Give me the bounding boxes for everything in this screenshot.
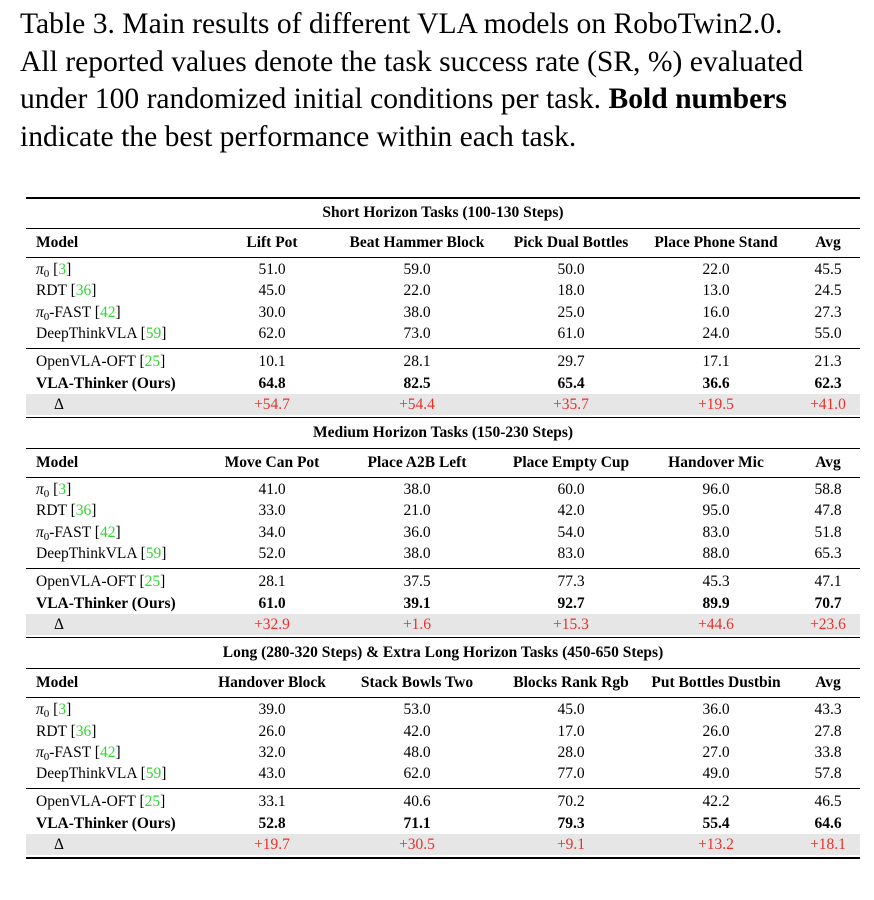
value-cell: 26.0 [258, 722, 286, 740]
delta-row [26, 614, 860, 635]
citation-ref: 3 [58, 261, 67, 278]
value-cell: Place Empty Cup [512, 453, 630, 471]
citation-ref: 3 [58, 481, 67, 499]
pi-subscript: 0 [43, 488, 50, 501]
value-cell: 96.0 [702, 481, 730, 499]
value-cell: 89.9 [702, 594, 730, 612]
table-row [26, 259, 860, 280]
model-name [36, 593, 176, 614]
value-cell: 33.0 [258, 502, 286, 520]
model-label: OpenVLA-OFT [36, 353, 136, 371]
model-name: π0-FAST [42] [36, 303, 121, 323]
citation-ref: 3 [58, 701, 67, 719]
table-row [26, 543, 860, 564]
value-cell: +54.7 [254, 395, 290, 413]
model-name: DeepThinkVLA [59] [36, 765, 167, 783]
value-cell: 22.0 [702, 261, 730, 278]
value-cell: 64.6 [814, 814, 842, 832]
model-label: DeepThinkVLA [36, 324, 137, 342]
value-cell: 33.8 [814, 743, 842, 761]
value-cell: 28.1 [258, 573, 286, 591]
value-cell: Beat Hammer Block [349, 233, 485, 251]
table-row [26, 571, 860, 592]
value-cell: +18.1 [810, 836, 846, 853]
value-cell: Place Phone Stand [654, 233, 778, 251]
value-cell: Stack Bowls Two [360, 673, 474, 691]
citation-ref: 42 [99, 523, 116, 541]
caption-line-3 [20, 81, 870, 119]
value-cell: 73.0 [403, 324, 431, 342]
value-cell: 45.0 [258, 282, 286, 300]
value-cell: Handover Mic [668, 453, 764, 471]
section-title: Short Horizon Tasks (100-130 Steps) [322, 204, 564, 221]
value-cell: 32.0 [258, 743, 286, 761]
citation-ref: 25 [144, 573, 161, 591]
model-label: VLA-Thinker (Ours) [36, 374, 176, 392]
citation-ref: 59 [145, 324, 162, 342]
model-name: DeepThinkVLA [59] [36, 324, 167, 342]
value-cell: Blocks Rank Rgb [513, 673, 629, 691]
model-name [36, 813, 176, 834]
citation-ref: 42 [99, 743, 116, 761]
value-cell: 38.0 [403, 545, 431, 562]
citation-ref: 25 [144, 353, 161, 371]
table-rule [26, 197, 860, 199]
value-cell: 37.5 [403, 573, 431, 591]
value-cell: Handover Block [218, 673, 326, 691]
table-rule [26, 568, 860, 569]
model-suffix: -FAST [49, 523, 91, 541]
model-label: OpenVLA-OFT [36, 573, 136, 591]
model-label: RDT [36, 282, 67, 300]
table-row [26, 721, 860, 742]
value-cell: +19.5 [698, 395, 734, 413]
value-cell: 53.0 [403, 701, 431, 719]
value-cell: +23.6 [810, 615, 846, 633]
value-cell: 59.0 [403, 261, 431, 278]
pi-symbol: π [36, 303, 44, 321]
value-cell: 92.7 [557, 594, 585, 612]
value-cell: 51.0 [258, 261, 286, 278]
value-cell: 71.1 [403, 814, 431, 832]
model-name: OpenVLA-OFT [25] [36, 793, 166, 811]
value-cell: 41.0 [258, 481, 286, 499]
value-cell: 26.0 [702, 722, 730, 740]
value-cell: 43.3 [814, 701, 842, 719]
value-cell: 45.5 [814, 261, 842, 278]
model-label: DeepThinkVLA [36, 545, 137, 562]
model-name: π0-FAST [42] [36, 523, 121, 543]
citation-ref: 59 [145, 765, 162, 783]
value-cell: 39.1 [403, 594, 431, 612]
value-cell: Avg [815, 453, 841, 471]
value-cell: +35.7 [553, 395, 589, 413]
value-cell: 88.0 [702, 545, 730, 562]
table-row [26, 479, 860, 500]
value-cell: 25.0 [557, 303, 585, 321]
value-cell: 62.3 [814, 374, 842, 392]
table-rule [26, 637, 860, 638]
table-row [26, 791, 860, 812]
value-cell: +1.6 [402, 615, 432, 633]
caption-line-2: All reported values denote the task success rate (SR, %) evaluated [20, 45, 804, 78]
pi-symbol: π [36, 523, 44, 541]
table-row [26, 593, 860, 614]
value-cell: 58.8 [814, 481, 842, 499]
table-rule [26, 857, 860, 859]
model-label: OpenVLA-OFT [36, 793, 136, 811]
value-cell: 46.5 [814, 793, 842, 811]
value-cell: 51.8 [814, 523, 842, 541]
citation-ref: 36 [75, 722, 92, 740]
value-cell: 83.0 [557, 545, 585, 562]
value-cell: 65.3 [814, 545, 842, 562]
model-name: OpenVLA-OFT [25] [36, 353, 166, 371]
value-cell: 52.8 [258, 814, 286, 832]
table-row [26, 742, 860, 763]
value-cell: Pick Dual Bottles [513, 233, 629, 251]
value-cell: 61.0 [557, 324, 585, 342]
section-title: Long (280-320 Steps) & Extra Long Horizon Tasks (450-650 Steps) [222, 644, 664, 662]
value-cell: 60.0 [557, 481, 585, 499]
value-cell: +13.2 [698, 836, 734, 853]
model-name: π0-FAST [42] [36, 743, 121, 763]
pi-symbol: π [36, 743, 44, 761]
value-cell: 38.0 [403, 303, 431, 321]
table-row [26, 302, 860, 323]
value-cell: 47.1 [814, 573, 842, 591]
value-cell: 28.1 [403, 353, 431, 371]
value-cell: Avg [815, 233, 841, 251]
table-rule [26, 348, 860, 349]
value-cell: +41.0 [810, 395, 846, 413]
value-cell: 34.0 [258, 523, 286, 541]
value-cell: 27.0 [702, 743, 730, 761]
value-cell: +54.4 [399, 395, 435, 413]
value-cell: 17.0 [557, 722, 585, 740]
value-cell: 36.6 [702, 374, 730, 392]
table-rule [26, 788, 860, 789]
value-cell: 95.0 [702, 502, 730, 520]
citation-ref: 25 [144, 793, 161, 811]
citation-ref: 42 [99, 303, 116, 321]
value-cell: 16.0 [702, 303, 730, 321]
value-cell: 42.2 [702, 793, 730, 811]
table-row [26, 522, 860, 543]
table-row [26, 763, 860, 784]
value-cell: 24.5 [814, 282, 842, 300]
section-title: Medium Horizon Tasks (150-230 Steps) [312, 424, 574, 442]
citation-ref: 59 [145, 545, 162, 562]
value-cell: 54.0 [557, 523, 585, 541]
model-label: VLA-Thinker (Ours) [36, 814, 176, 832]
value-cell: 45.3 [702, 573, 730, 591]
value-cell: 21.3 [814, 353, 842, 371]
value-cell: +19.7 [254, 836, 290, 853]
table-rule [26, 697, 860, 698]
value-cell: 83.0 [702, 523, 730, 541]
value-cell: +9.1 [556, 836, 586, 853]
value-cell: 22.0 [403, 282, 431, 300]
model-header: Model [36, 453, 79, 471]
value-cell: 55.4 [702, 814, 730, 832]
value-cell: +44.6 [698, 615, 734, 633]
value-cell: 45.0 [557, 701, 585, 719]
model-name: RDT [36] [36, 722, 97, 740]
model-suffix: -FAST [49, 303, 91, 321]
value-cell: 77.0 [557, 765, 585, 783]
value-cell: 17.1 [702, 353, 730, 371]
model-name [36, 373, 176, 394]
model-label: DeepThinkVLA [36, 765, 137, 783]
value-cell: Place A2B Left [367, 453, 467, 471]
table-rule [26, 228, 860, 229]
delta-label: Δ [54, 836, 64, 853]
value-cell: 70.2 [557, 793, 585, 811]
model-name: π0 [3] [36, 701, 72, 721]
value-cell: 57.8 [814, 765, 842, 783]
model-label: VLA-Thinker (Ours) [36, 594, 176, 612]
value-cell: 42.0 [557, 502, 585, 520]
value-cell: 42.0 [403, 722, 431, 740]
value-cell: 27.3 [814, 303, 842, 321]
table-rule [26, 257, 860, 258]
value-cell: Avg [815, 673, 841, 691]
model-name: π0 [3] [36, 481, 72, 501]
value-cell: 13.0 [702, 282, 730, 300]
pi-subscript: 0 [43, 268, 50, 280]
pi-subscript: 0 [43, 750, 50, 763]
table-row [26, 813, 860, 834]
value-cell: 77.3 [557, 573, 585, 591]
delta-row [26, 394, 860, 415]
value-cell: 21.0 [403, 502, 431, 520]
model-label: RDT [36, 502, 67, 520]
value-cell: 47.8 [814, 502, 842, 520]
value-cell: 33.1 [258, 793, 286, 811]
table-row [26, 280, 860, 301]
value-cell: Lift Pot [246, 233, 298, 251]
pi-subscript: 0 [43, 708, 50, 721]
value-cell: 48.0 [403, 743, 431, 761]
table-rule [26, 417, 860, 418]
caption-line-1: Table 3. Main results of different VLA models on RoboTwin2.0. [20, 8, 783, 40]
pi-symbol: π [36, 261, 44, 278]
value-cell: 52.0 [258, 545, 286, 562]
table-caption [20, 6, 870, 156]
value-cell: +30.5 [399, 836, 435, 853]
header-row [26, 672, 860, 693]
value-cell: 62.0 [403, 765, 431, 783]
delta-label: Δ [54, 615, 64, 633]
model-label: RDT [36, 722, 67, 740]
model-name: OpenVLA-OFT [25] [36, 573, 166, 591]
pi-subscript: 0 [43, 530, 50, 543]
table-row [26, 699, 860, 720]
model-name: RDT [36] [36, 282, 97, 300]
value-cell: 82.5 [403, 374, 431, 392]
value-cell: 64.8 [258, 374, 286, 392]
value-cell: 79.3 [557, 814, 585, 832]
value-cell: 18.0 [557, 282, 585, 300]
delta-label: Δ [54, 395, 64, 413]
citation-ref: 36 [75, 282, 92, 300]
value-cell: 10.1 [258, 353, 286, 371]
caption-line-3-text: under 100 randomized initial conditions per task. [20, 83, 609, 115]
value-cell: 28.0 [557, 743, 585, 761]
value-cell: 55.0 [814, 324, 842, 342]
table-row [26, 500, 860, 521]
value-cell: 62.0 [258, 324, 286, 342]
caption-bold-text: Bold numbers [608, 83, 787, 115]
value-cell: 40.6 [403, 793, 431, 811]
pi-symbol: π [36, 701, 44, 719]
value-cell: Put Bottles Dustbin [651, 673, 781, 691]
value-cell: 27.8 [814, 722, 842, 740]
value-cell: 49.0 [702, 765, 730, 783]
model-name: RDT [36] [36, 502, 97, 520]
value-cell: +15.3 [553, 615, 589, 633]
value-cell: 38.0 [403, 481, 431, 499]
value-cell: 24.0 [702, 324, 730, 342]
table-row [26, 373, 860, 394]
value-cell: 70.7 [814, 594, 842, 612]
value-cell: 65.4 [557, 374, 585, 392]
value-cell: 61.0 [258, 594, 286, 612]
model-header: Model [36, 233, 79, 251]
value-cell: 36.0 [403, 523, 431, 541]
value-cell: 30.0 [258, 303, 286, 321]
value-cell: 50.0 [557, 261, 585, 278]
table-rule [26, 668, 860, 669]
value-cell: +32.9 [254, 615, 290, 633]
model-name: DeepThinkVLA [59] [36, 545, 167, 562]
value-cell: 36.0 [702, 701, 730, 719]
table-row [26, 351, 860, 372]
table-rule [26, 477, 860, 478]
value-cell: 43.0 [258, 765, 286, 783]
value-cell: 39.0 [258, 701, 286, 719]
value-cell: 29.7 [557, 353, 585, 371]
citation-ref: 36 [75, 502, 92, 520]
pi-symbol: π [36, 481, 44, 499]
table-rule [26, 448, 860, 449]
model-suffix: -FAST [49, 743, 91, 761]
value-cell: Move Can Pot [224, 453, 320, 471]
table-row [26, 323, 860, 344]
model-name: π0 [3] [36, 261, 72, 280]
pi-subscript: 0 [43, 310, 50, 323]
header-row [26, 232, 860, 253]
delta-row [26, 834, 860, 855]
header-row [26, 452, 860, 473]
caption-line-4: indicate the best performance within each task. [20, 120, 577, 153]
model-header: Model [36, 673, 79, 691]
